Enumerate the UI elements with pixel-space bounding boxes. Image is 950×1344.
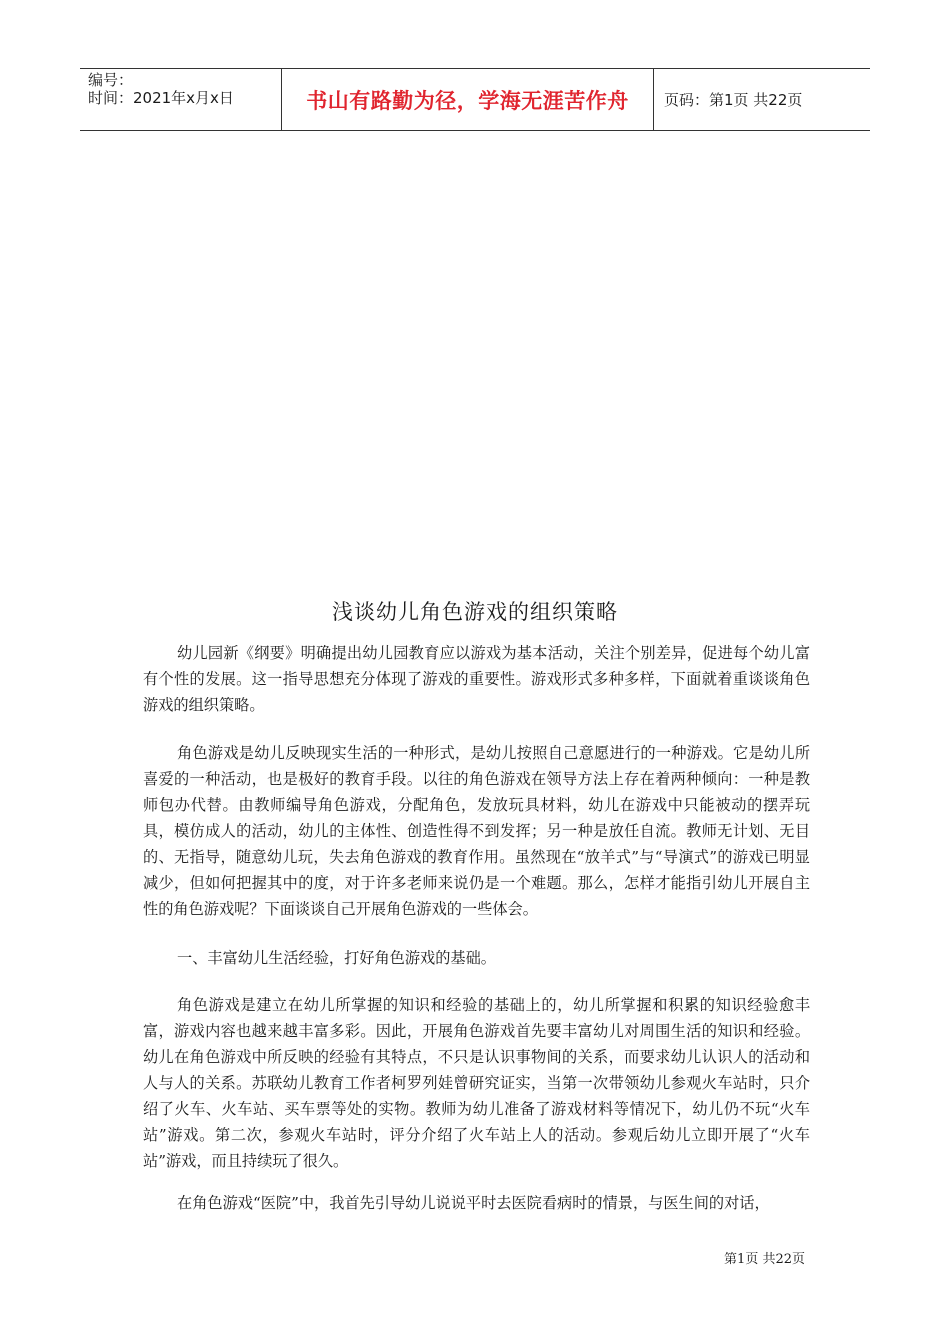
- number-label: 编号：: [88, 71, 134, 89]
- page-footer: 第1页 共22页: [724, 1252, 805, 1267]
- time-label: 时间：2021年x月x日: [88, 89, 234, 107]
- header-page-code: [654, 69, 870, 130]
- paragraph-role-play: 角色游戏是幼儿反映现实生活的一种形式，是幼儿按照自己意愿进行的一种游戏。它是幼儿所喜爱的一种活动，也是极好的教育手段。以往的角色游戏在领导方法上存在着两种倾向：一种是教师包办代替。由教师编导角色游戏，分配角色，发放玩具材料，幼儿在游戏中只能被动的摆弄玩具，模仿成人的活动，幼儿的主体性、创造性得不到发挥；另一种是放任自流。教师无计划、无目的、无指导，随意幼儿玩，失去角色游戏的教育作用。虽然现在“放羊式”与“导演式”的游戏已明显减少，但如何把握其中的度，对于许多老师来说仍是一个难题。那么，怎样才能指引幼儿开展自主性的角色游戏呢？下面谈谈自己开展角色游戏的一些体会。: [143, 744, 810, 918]
- motto-text: 书山有路勤为径，学海无涯苦作舟: [306, 88, 629, 113]
- page-header: [80, 68, 870, 131]
- paragraph-intro: 幼儿园新《纲要》明确提出幼儿园教育应以游戏为基本活动，关注个别差异，促进每个幼儿富有个性的发展。这一指导思想充分体现了游戏的重要性。游戏形式多种多样，下面就着重谈谈角色游戏的组织策略。: [143, 644, 810, 714]
- paragraph-hospital: 在角色游戏“医院”中，我首先引导幼儿说说平时去医院看病时的情景，与医生间的对话，: [177, 1194, 770, 1212]
- article-title: 浅谈幼儿角色游戏的组织策略: [332, 600, 618, 624]
- header-motto-cell: [281, 69, 654, 130]
- section-heading-1: 一、丰富幼儿生活经验，打好角色游戏的基础。: [177, 949, 496, 967]
- header-meta: [80, 69, 281, 130]
- page-code-text: 页码：第1页 共22页: [664, 91, 803, 109]
- paragraph-experience: 角色游戏是建立在幼儿所掌握的知识和经验的基础上的，幼儿所掌握和积累的知识经验愈丰富，游戏内容也越来越丰富多彩。因此，开展角色游戏首先要丰富幼儿对周围生活的知识和经验。幼儿在角色游戏中所反映的经验有其特点，不只是认识事物间的关系，而要求幼儿认识人的活动和人与人的关系。苏联幼儿教育工作者柯罗列娃曾研究证实，当第一次带领幼儿参观火车站时，只介绍了火车、火车站、买车票等处的实物。教师为幼儿准备了游戏材料等情况下，幼儿仍不玩“火车站”游戏。第二次，参观火车站时，评分介绍了火车站上人的活动。参观后幼儿立即开展了“火车站”游戏，而且持续玩了很久。: [143, 996, 810, 1170]
